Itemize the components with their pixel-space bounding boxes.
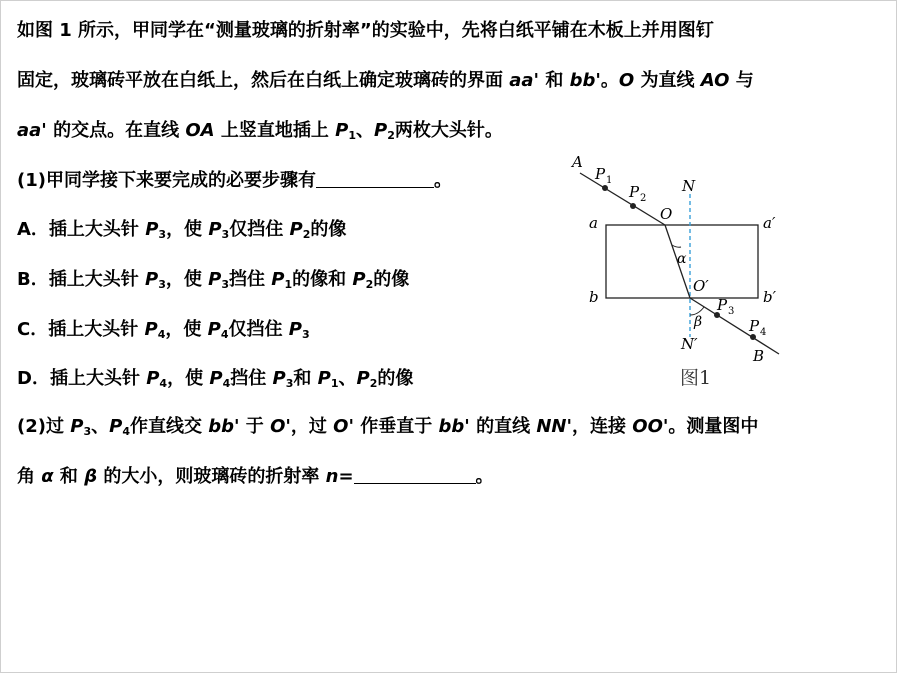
option-b-text: B．插上大头针 — [17, 269, 145, 290]
q2-n-equals: n= — [325, 466, 354, 487]
intro-line-1 — [17, 19, 714, 43]
q2-text-o: ，连接 — [572, 416, 633, 437]
option-d-p: P — [146, 368, 160, 389]
option-c-p3: P — [288, 319, 302, 340]
option-b-mid: ，使 — [165, 269, 209, 290]
figure-caption: 图1 — [680, 367, 712, 389]
label-a-left: a — [589, 214, 598, 232]
option-c-sub3: 3 — [301, 328, 310, 341]
q2-text-m: 的直线 — [469, 416, 537, 437]
option-a-p3: P — [289, 219, 303, 240]
intro-text-2e: 。 — [600, 70, 619, 91]
q2-bb: bb' — [208, 416, 240, 437]
q2-text-i: ，过 — [290, 416, 334, 437]
q2-text-e: 作直线交 — [129, 416, 209, 437]
line-ao: AO — [700, 70, 730, 91]
option-a-mid: ，使 — [166, 219, 209, 240]
option-b-sub: 3 — [158, 278, 166, 291]
q1-option-a[interactable] — [17, 218, 346, 247]
label-a-right: a′ — [763, 214, 776, 232]
label-p3: P — [717, 296, 728, 314]
pin-p2-sub: 2 — [387, 129, 395, 142]
option-b-p4: P — [352, 269, 366, 290]
option-b-sub4: 2 — [365, 278, 374, 291]
option-d-p5: P — [356, 368, 370, 389]
q2-text-g: 于 — [239, 416, 271, 437]
intro-text-3h: 两枚大头针。 — [394, 120, 503, 141]
pin-p1: P — [335, 120, 349, 141]
pin-p2-dot — [630, 203, 636, 209]
label-alpha: α — [677, 251, 687, 267]
q2-p4-sub: 4 — [122, 425, 130, 438]
q2-text-2a: 角 — [17, 466, 42, 487]
q1-option-d[interactable] — [17, 367, 413, 396]
option-b-p: P — [145, 269, 159, 290]
option-b-mid3: 的像和 — [292, 269, 353, 290]
q1-stem-text: (1)甲同学接下来要完成的必要步骤有 — [17, 170, 316, 191]
line-oa: OA — [185, 120, 215, 141]
q2-p3: P — [70, 416, 84, 437]
q1-stem — [17, 169, 452, 193]
option-d-p4: P — [317, 368, 331, 389]
option-c-sub2: 4 — [220, 328, 229, 341]
intro-text-2i: 与 — [729, 70, 754, 91]
option-a-p2: P — [208, 219, 222, 240]
intro-text-3f: 、 — [356, 120, 374, 141]
q2-bb-2: bb' — [438, 416, 470, 437]
intro-text-2a: 固定，玻璃砖平放在白纸上，然后在白纸上确定玻璃砖的界面 — [17, 70, 510, 91]
option-a-text: A．插上大头针 — [17, 219, 146, 240]
option-a-sub2: 3 — [221, 228, 230, 241]
q2-o-prime-2: O' — [333, 416, 354, 437]
option-a-post: 的像 — [310, 219, 347, 240]
q2-text-2g: 。 — [475, 466, 494, 487]
q2-line-1 — [17, 415, 758, 444]
interface-aa: aa' — [509, 70, 540, 91]
option-d-p2: P — [209, 368, 223, 389]
label-p4-sub: 4 — [760, 327, 767, 338]
q1-stem-end: 。 — [433, 170, 452, 191]
option-c-mid: ，使 — [165, 319, 208, 340]
option-a-sub: 3 — [158, 228, 167, 241]
q2-o-prime: O' — [270, 416, 291, 437]
q2-text-c: 、 — [91, 416, 110, 437]
option-d-sub3: 3 — [285, 377, 294, 390]
option-d-post: 的像 — [377, 368, 414, 389]
label-n: N — [682, 177, 696, 195]
point-o: O — [618, 70, 635, 91]
option-d-mid4: 、 — [338, 368, 357, 389]
pin-p1-sub: 1 — [348, 129, 356, 142]
label-b-point: B — [753, 347, 765, 365]
intro-text-1: 如图 1 所示，甲同学在“测量玻璃的折射率”的实验中，先将白纸平铺在木板上并用图钉 — [17, 20, 714, 41]
option-a-mid2: 仅挡住 — [229, 219, 290, 240]
interface-aa-2: aa' — [17, 120, 47, 141]
option-d-sub2: 4 — [222, 377, 231, 390]
emergent-ray — [690, 298, 779, 354]
alpha-arc — [672, 245, 681, 247]
q2-p4: P — [109, 416, 123, 437]
label-b-left: b — [589, 288, 599, 306]
option-b-mid2: 挡住 — [229, 269, 272, 290]
option-b-p3: P — [271, 269, 285, 290]
option-c-p: P — [144, 319, 158, 340]
label-p3-sub: 3 — [728, 306, 735, 317]
option-c-p2: P — [207, 319, 221, 340]
q2-text-2e: 的大小，则玻璃砖的折射率 — [97, 466, 326, 487]
label-p2-sub: 2 — [640, 193, 647, 204]
pin-p2: P — [374, 120, 388, 141]
intro-text-2g: 为直线 — [634, 70, 701, 91]
q2-text-a: (2)过 — [17, 416, 71, 437]
option-c-sub: 4 — [157, 328, 166, 341]
intro-text-3d: 上竖直地插上 — [214, 120, 336, 141]
option-d-mid: ，使 — [167, 368, 210, 389]
intro-line-3 — [17, 119, 503, 148]
label-a-point: A — [572, 153, 583, 171]
option-d-sub4: 1 — [330, 377, 339, 390]
option-b-post: 的像 — [373, 269, 410, 290]
option-b-sub3: 1 — [284, 278, 293, 291]
q2-oo: OO' — [632, 416, 669, 437]
q1-option-b[interactable] — [17, 268, 409, 297]
label-o-prime: O′ — [693, 277, 709, 295]
label-p1-sub: 1 — [606, 175, 613, 186]
q2-alpha: α — [41, 466, 54, 487]
option-a-sub3: 2 — [302, 228, 311, 241]
option-d-text: D．插上大头针 — [17, 368, 147, 389]
option-b-sub2: 3 — [221, 278, 229, 291]
option-d-mid3: 和 — [293, 368, 318, 389]
q2-answer-blank[interactable] — [354, 467, 476, 484]
option-b-p2: P — [208, 269, 222, 290]
label-p1: P — [595, 165, 606, 183]
refraction-figure — [561, 149, 801, 394]
q2-beta: β — [84, 466, 98, 487]
q1-option-c[interactable] — [17, 318, 310, 347]
q1-answer-blank[interactable] — [316, 171, 434, 188]
intro-text-3b: 的交点。在直线 — [46, 120, 186, 141]
label-beta: β — [694, 314, 703, 330]
label-b-right: b′ — [763, 288, 777, 306]
option-c-mid2: 仅挡住 — [228, 319, 289, 340]
option-d-sub: 4 — [159, 377, 168, 390]
interface-bb: bb' — [569, 70, 601, 91]
option-a-p: P — [145, 219, 159, 240]
option-d-sub5: 2 — [369, 377, 378, 390]
option-c-text: C．插上大头针 — [17, 319, 145, 340]
q2-line-2 — [17, 465, 494, 489]
q2-text-q: 。测量图中 — [668, 416, 759, 437]
q2-nn: NN' — [536, 416, 572, 437]
q2-text-k: 作垂直于 — [353, 416, 439, 437]
label-n-prime: N′ — [681, 335, 698, 353]
option-d-mid2: 挡住 — [230, 368, 273, 389]
label-p2: P — [629, 183, 640, 201]
intro-text-2c: 和 — [539, 70, 570, 91]
q2-text-2c: 和 — [53, 466, 85, 487]
q2-p3-sub: 3 — [83, 425, 92, 438]
label-p4: P — [749, 317, 760, 335]
intro-line-2 — [17, 69, 754, 93]
label-o: O — [660, 205, 673, 223]
option-d-p3: P — [272, 368, 286, 389]
